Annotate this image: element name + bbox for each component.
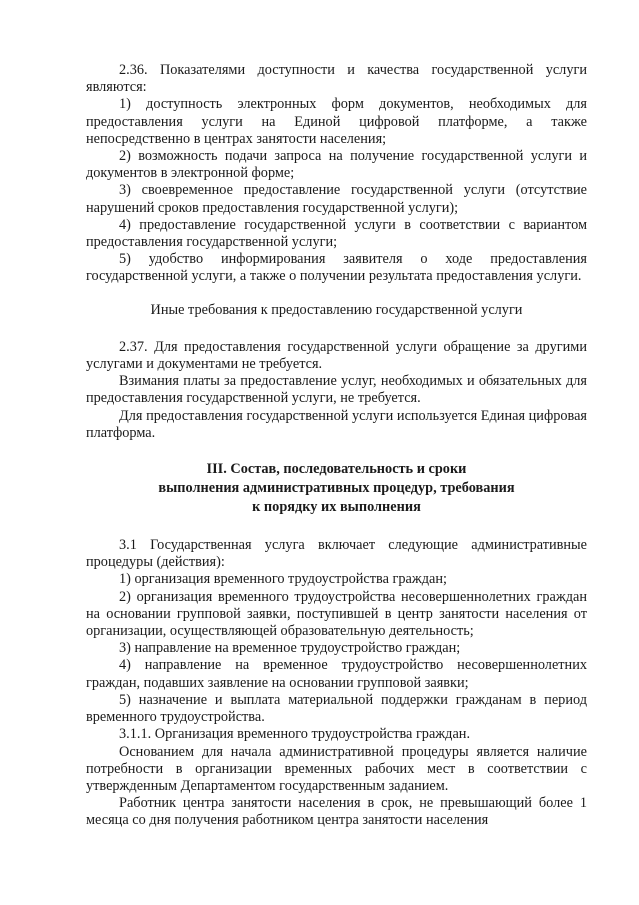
section-heading-line-3: к порядку их выполнения [252,499,421,516]
list-item-4: 4) предоставление государственной услуги в соответствии с вариантом предоставления государственной услуги; [86,216,587,251]
paragraph-3-1: 3.1 Государственная услуга включает следующие административные процедуры (действия): [86,537,587,571]
paragraph-fee: Взимания платы за предоставление услуг, необходимых и обязательных для предоставления государственной услуги, не требуется. [86,373,587,407]
section-heading-line-1: III. Состав, последовательность и сроки [206,461,467,478]
procedure-item-5: 5) назначение и выплата материальной поддержки гражданам в период временного трудоустройства. [86,691,587,726]
paragraph-platform: Для предоставления государственной услуги используется Единая цифровая платформа. [86,407,587,441]
paragraph-basis: Основанием для начала административной процедуры является наличие потребности в организации временных рабочих мест в соответствии с утвержденным Департаментом государственным заданием. [86,743,587,794]
paragraph-2-37: 2.37. Для предоставления государственной услуги обращение за другими услугами и документами не требуется. [86,338,587,373]
list-item-3: 3) своевременное предоставление государственной услуги (отсутствие нарушений сроков предоставления государственной услуги); [86,182,587,216]
paragraph-worker: Работник центра занятости населения в срок, не превышающий более 1 месяца со дня получения работником центра занятости населения [86,795,587,829]
procedure-item-2: 2) организация временного трудоустройства несовершеннолетних граждан на основании групповой заявки, поступившей в центр занятости населения от организации, осуществляющей образовательную деятельность; [86,588,587,640]
list-item-5: 5) удобство информирования заявителя о ходе предоставления государственной услуги, а также о получении результата предоставления услуги. [86,251,587,285]
procedure-item-3: 3) направление на временное трудоустройство граждан; [119,640,461,657]
section-heading [86,460,587,517]
subsection-heading: Иные требования к предоставлению государственной услуги [150,301,523,318]
list-item-2: 2) возможность подачи запроса на получение государственной услуги и документов в электронной форме; [86,148,587,182]
procedure-item-4: 4) направление на временное трудоустройство несовершеннолетних граждан, подавших заявление на основании групповой заявки; [86,657,587,691]
section-heading-line-2: выполнения административных процедур, требования [158,480,515,497]
list-item-1: 1) доступность электронных форм документов, необходимых для предоставления услуги на Единой цифровой платформе, а также непосредственно в центрах занятости населения; [86,96,587,147]
paragraph-3-1-1: 3.1.1. Организация временного трудоустройства граждан. [119,726,471,743]
procedure-item-1: 1) организация временного трудоустройства граждан; [119,571,447,588]
paragraph-2-36: 2.36. Показателями доступности и качества государственной услуги являются: [86,62,587,96]
